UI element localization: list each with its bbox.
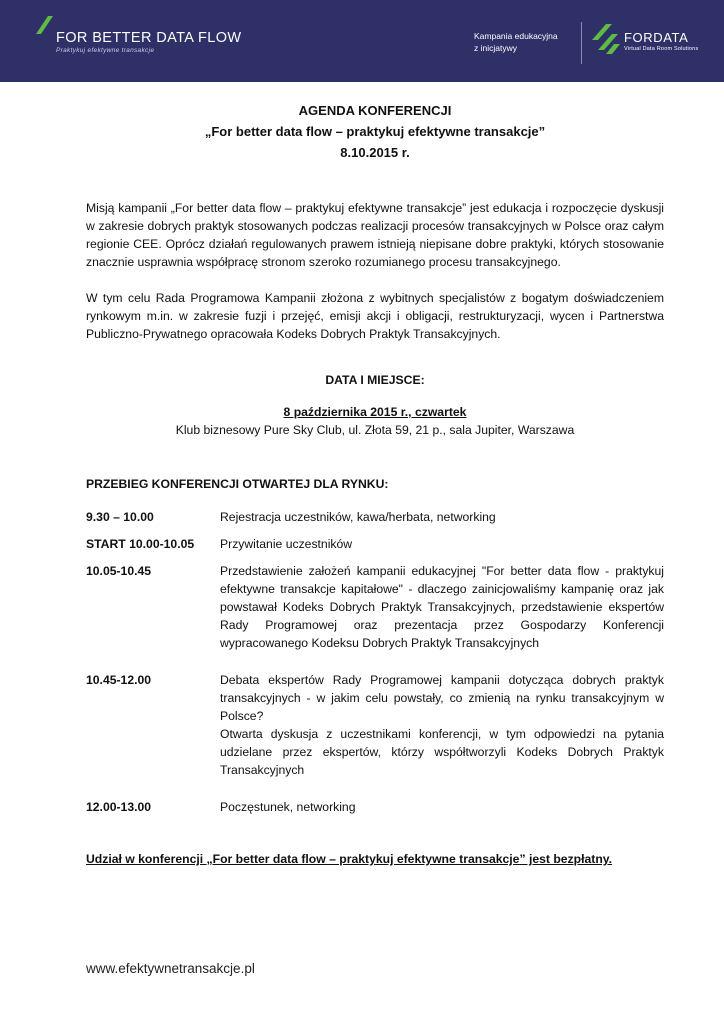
brand-right[interactable]: [592, 24, 698, 58]
event-place: Klub biznesowy Pure Sky Club, ul. Złota 59, 21 p., sala Jupiter, Warszawa: [175, 423, 575, 437]
partner-title: FORDATA: [624, 29, 689, 45]
agenda-time: 10.05-10.45: [86, 564, 152, 578]
agenda-desc: [220, 562, 664, 652]
header-divider: [581, 22, 582, 64]
page-title: [86, 100, 664, 163]
document-body: [86, 100, 664, 868]
header-bar: [0, 0, 724, 82]
agenda-row: [86, 562, 664, 652]
agenda-row: [86, 671, 664, 779]
event-date: 8 października 2015 r., czwartek: [283, 405, 467, 419]
agenda-desc: [220, 535, 664, 553]
campaign-note: [474, 30, 558, 54]
agenda-row: [86, 535, 664, 553]
free-entry-note: Udział w konferencji „For better data flow – praktykuj efektywne transakcje” jest bezpłatny.: [86, 852, 613, 866]
program-heading: PRZEBIEG KONFERENCJI OTWARTEJ DLA RYNKU:: [86, 477, 389, 491]
agenda-list: [86, 508, 664, 816]
brand-title: FOR BETTER DATA FLOW: [56, 30, 242, 46]
intro-paragraph-1: Misją kampanii „For better data flow – praktykuj efektywne transakcje” jest edukacja i rozpoczęcie dyskusji w zakresie dobrych praktyk stosowanych podczas realizacji procesów transakcyjnych w Polsce oraz całym regionie CEE. Oprócz działań regulowanych prawem istnieją niepisane dobre praktyki, których stosowanie znacznie usprawnia współpracę stronom szeroko rozumianego procesu transakcyjnego.: [86, 201, 664, 269]
for-better-data-flow-logo-icon: [36, 16, 54, 46]
agenda-time: START 10.00-10.05: [86, 537, 195, 551]
agenda-row: [86, 508, 664, 526]
intro-paragraph-2: W tym celu Rada Programowa Kampanii złożona z wybitnych specjalistów z bogatym doświadczeniem rynkowym m.in. w zakresie fuzji i przejęć, emisji akcji i obligacji, restrukturyzacji, wycen i Partnerstwa Publiczno-Prywatnego opracowała Kodeks Dobrych Praktyk Transakcyjnych.: [86, 291, 664, 341]
agenda-desc: [220, 508, 664, 526]
agenda-desc-text: Przywitanie uczestników: [220, 537, 353, 551]
agenda-desc: [220, 671, 664, 779]
fordata-logo-icon: [592, 24, 620, 58]
agenda-time: 10.45-12.00: [86, 673, 152, 687]
title-line-3: 8.10.2015 r.: [340, 145, 410, 160]
agenda-desc-text: Poczęstunek, networking: [220, 800, 356, 814]
partner-subtitle: Virtual Data Room Solutions: [624, 45, 699, 52]
brand-left[interactable]: [36, 16, 242, 55]
campaign-line-2: z inicjatywy: [474, 43, 517, 53]
agenda-time: 9.30 – 10.00: [86, 510, 154, 524]
agenda-desc-text: Otwarta dyskusja z uczestnikami konferencji, w tym odpowiedzi na pytania udzielane przez ekspertów, którzy współtworzyli Kodeks Dobrych Praktyk Transakcyjnych: [220, 727, 664, 777]
website-link[interactable]: www.efektywnetransakcje.pl: [86, 961, 255, 976]
agenda-time: 12.00-13.00: [86, 800, 152, 814]
agenda-desc-text: Rejestracja uczestników, kawa/herbata, networking: [220, 510, 496, 524]
brand-subtitle: Praktykuj efektywne transakcje: [56, 47, 155, 54]
agenda-desc-text: Przedstawienie założeń kampanii edukacyjnej "For better data flow - praktykuj efektywne transakcje kapitałowe" - dlaczego zainicjowaliśmy kampanię oraz jak powstawał Kodeks Dobrych Praktyk Transakcyjnych, przedstawienie ekspertów Rady Programowej oraz prezentacja przez Gospodarzy Konferencji wypracowanego Kodeksu Dobrych Praktyk Transakcyjnych: [220, 564, 664, 650]
agenda-row: [86, 798, 664, 816]
agenda-desc-text: Debata ekspertów Rady Programowej kampanii dotycząca dobrych praktyk transakcyjnych - w jakim celu powstały, co zmienią na rynku transakcyjnym w Polsce?: [220, 673, 664, 723]
agenda-desc: [220, 798, 664, 816]
campaign-line-1: Kampania edukacyjna: [474, 31, 558, 41]
venue-heading: DATA I MIEJSCE:: [325, 373, 425, 387]
title-line-1: AGENDA KONFERENCJI: [298, 103, 452, 118]
title-line-2: „For better data flow – praktykuj efektywne transakcje”: [204, 124, 546, 139]
